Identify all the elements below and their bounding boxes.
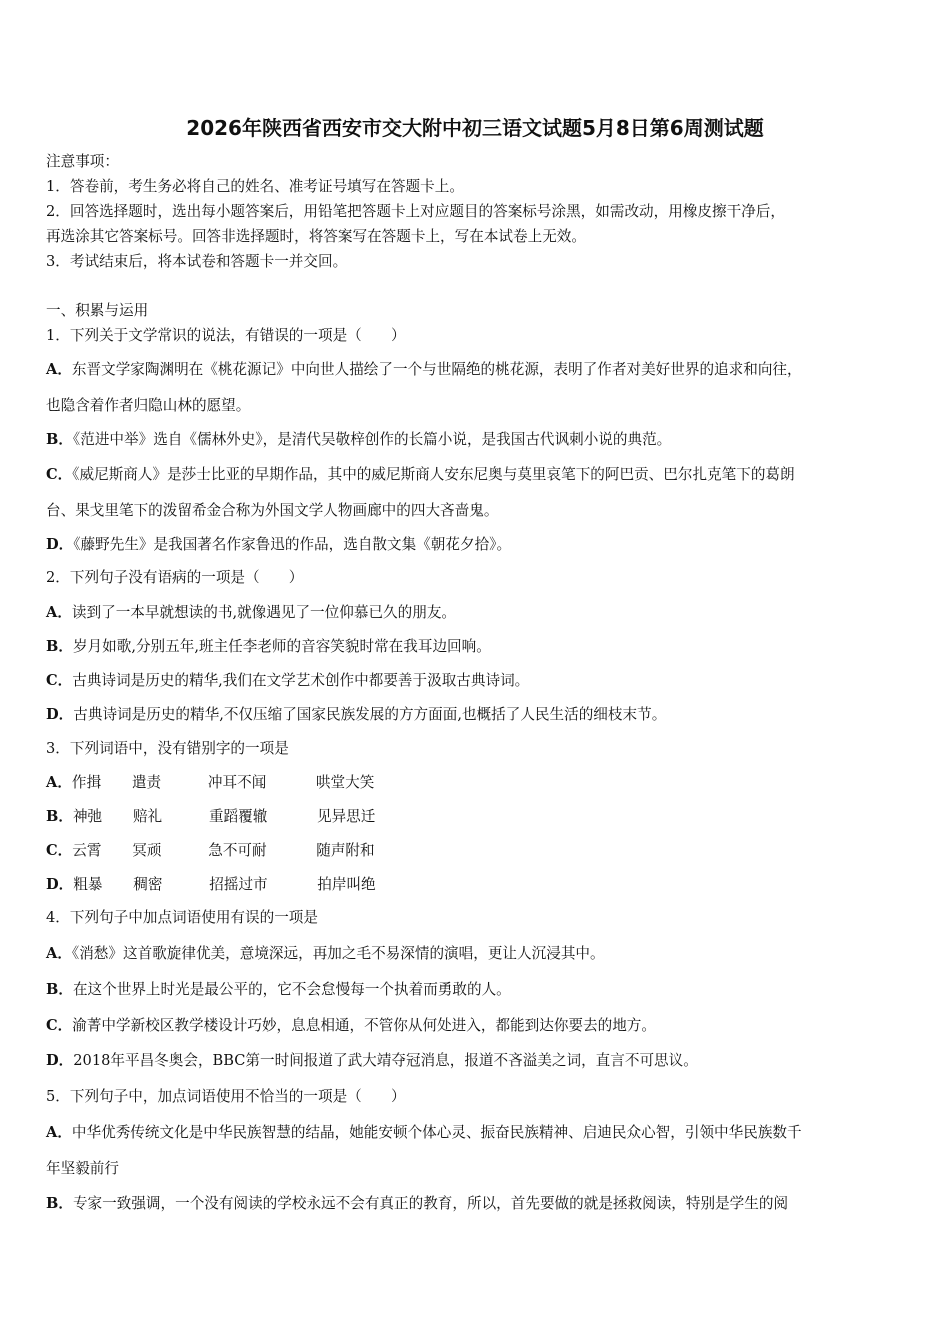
option-label: B． [46, 638, 73, 655]
question-stem: 4．下列句子中加点词语使用有误的一项是 [46, 909, 318, 926]
option-a [46, 944, 605, 964]
option-c [46, 465, 795, 485]
question-stem: 2．下列句子没有语病的一项是（ ） [46, 569, 304, 586]
option-b [46, 637, 491, 657]
option-d [46, 535, 511, 555]
option-text: 读到了一本早就想读的书,就像遇见了一位仰慕已久的朋友。 [71, 604, 457, 621]
option-text: 渝菁中学新校区教学楼设计巧妙，息息相通，不管你从何处进入，都能到达你要去的地方。 [72, 1017, 656, 1034]
option-a [46, 360, 802, 380]
option-b [46, 1194, 788, 1214]
option-label: D． [46, 876, 74, 893]
option-label: D． [46, 706, 74, 723]
option-a [46, 603, 456, 623]
option-label: B． [46, 808, 73, 825]
word: 冥顽 [132, 842, 162, 859]
option-c [46, 1016, 656, 1036]
notice-item: 再选涂其它答案标号。回答非选择题时，将答案写在答题卡上，写在本试卷上无效。 [46, 228, 586, 245]
option-label: A． [46, 604, 72, 621]
question-stem: 5．下列句子中，加点词语使用不恰当的一项是（ ） [46, 1088, 406, 1105]
word: 粗暴 [73, 876, 103, 893]
word: 作揖 [71, 774, 102, 791]
question-stem: 3．下列词语中，没有错别字的一项是 [46, 740, 289, 757]
word: 遣责 [131, 774, 162, 791]
word: 拍岸叫绝 [317, 876, 376, 893]
option-label: D． [46, 536, 74, 553]
option-text: 在这个世界上时光是最公平的，它不会怠慢每一个执着而勇敢的人。 [72, 981, 511, 998]
option-label: C． [46, 1017, 73, 1034]
option-text: 古典诗词是历史的精华,不仅压缩了国家民族发展的方方面面,也概括了人民生活的细枝末节。 [73, 706, 667, 723]
option-text: 专家一致强调，一个没有阅读的学校永远不会有真正的教育，所以，首先要做的就是拯救阅读，特别是学生的阅 [72, 1195, 789, 1212]
notice-heading: 注意事项： [46, 153, 119, 170]
option-label: A． [46, 361, 72, 378]
word: 急不可耐 [208, 842, 267, 859]
option-c [46, 671, 529, 691]
option-label: A． [46, 1124, 72, 1141]
option-text: 东晋文学家陶渊明在《桃花源记》中向世人描绘了一个与世隔绝的桃花源，表明了作者对美好世界的追求和向往， [71, 361, 802, 378]
option-label: A． [46, 774, 72, 791]
notice-item: 1．答卷前，考生务必将自己的姓名、准考证号填写在答题卡上。 [46, 178, 464, 195]
option-c [46, 841, 375, 861]
word: 稠密 [133, 876, 163, 893]
word: 神弛 [72, 808, 103, 825]
option-label: B． [46, 981, 73, 998]
word: 赔礼 [132, 808, 163, 825]
option-d [46, 875, 376, 895]
option-d [46, 1051, 698, 1071]
option-text: 《消愁》这首歌旋律优美，意境深远，再加之毛不易深情的演唱，更让人沉浸其中。 [71, 945, 605, 962]
option-text: 岁月如歌,分别五年,班主任李老师的音容笑貌时常在我耳边回响。 [72, 638, 491, 655]
word: 重蹈覆辙 [208, 808, 268, 825]
option-text: 中华优秀传统文化是中华民族智慧的结晶，她能安顿个体心灵、振奋民族精神、启迪民众心智，引领中华民族数千 [71, 1124, 802, 1141]
option-b [46, 807, 375, 827]
page-title: 2026年陕西省西安市交大附中初三语文试题5月8日第6周测试题 [186, 116, 764, 140]
notice-item: 2．回答选择题时，选出每小题答案后，用铅笔把答题卡上对应题目的答案标号涂黑，如需改动，用橡皮擦干净后， [46, 203, 785, 220]
option-d [46, 705, 666, 725]
word: 哄堂大笑 [315, 774, 375, 791]
option-a [46, 1123, 802, 1143]
option-label: D． [46, 1052, 74, 1069]
question-stem: 1．下列关于文学常识的说法，有错误的一项是（ ） [46, 327, 406, 344]
word: 冲耳不闻 [207, 774, 267, 791]
word: 云霄 [72, 842, 102, 859]
option-b [46, 430, 671, 450]
option-text: 《范进中举》选自《儒林外史》，是清代吴敬梓创作的长篇小说，是我国古代讽刺小说的典范。 [72, 431, 672, 448]
notice-item: 3．考试结束后，将本试卷和答题卡一并交回。 [46, 253, 348, 270]
option-label: A． [46, 945, 72, 962]
option-continuation: 年坚毅前行 [46, 1160, 119, 1177]
option-label: B． [46, 431, 73, 448]
option-text: 2018年平昌冬奥会，BBC第一时间报道了武大靖夺冠消息，报道不吝溢美之词，直言不可思议。 [73, 1052, 698, 1069]
option-text: 古典诗词是历史的精华,我们在文学艺术创作中都要善于汲取古典诗词。 [72, 672, 530, 689]
option-label: B． [46, 1195, 73, 1212]
option-continuation: 台、果戈里笔下的泼留希金合称为外国文学人物画廊中的四大吝啬鬼。 [46, 502, 499, 519]
option-text: 《藤野先生》是我国著名作家鲁迅的作品，选自散文集《朝花夕拾》。 [73, 536, 512, 553]
option-label: C． [46, 842, 73, 859]
option-label: C． [46, 672, 73, 689]
word: 招摇过市 [209, 876, 268, 893]
section-heading: 一、积累与运用 [46, 302, 149, 319]
option-a [46, 773, 374, 793]
option-b [46, 980, 511, 1000]
option-label: C． [46, 466, 73, 483]
option-text: 《威尼斯商人》是莎士比亚的早期作品，其中的威尼斯商人安东尼奥与莫里哀笔下的阿巴贡、巴尔扎克笔下的葛朗 [72, 466, 795, 483]
option-continuation: 也隐含着作者归隐山林的愿望。 [46, 397, 251, 414]
word: 随声附和 [316, 842, 375, 859]
word: 见异思迁 [316, 808, 376, 825]
